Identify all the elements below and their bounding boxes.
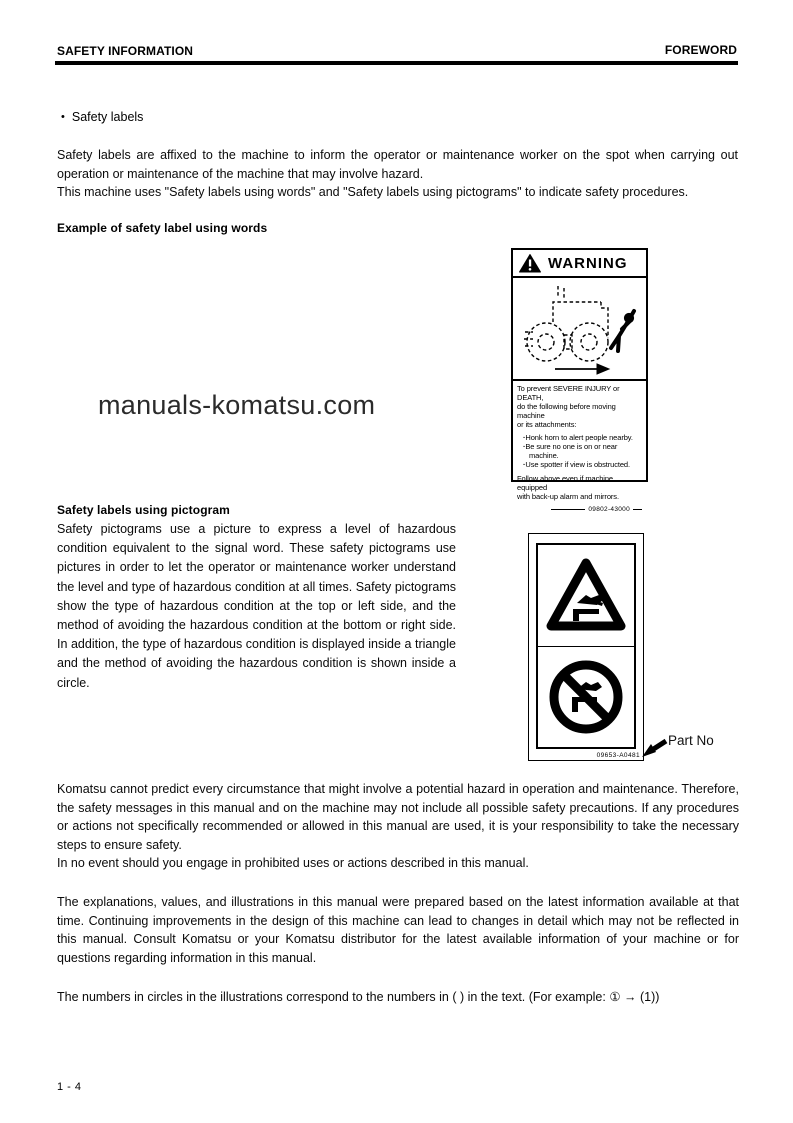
bullet-icon: • xyxy=(61,111,65,123)
hazard-triangle-icon xyxy=(545,557,627,633)
hazard-triangle-cell xyxy=(538,545,634,647)
warning-intro-line: or its attachments: xyxy=(517,420,577,429)
disclaimer-text: In no event should you engage in prohibited uses or actions described in this manual. xyxy=(57,856,529,870)
warning-signal-word: WARNING xyxy=(548,254,628,272)
part-number-rule xyxy=(633,509,642,511)
warning-precaution: · Be sure no one is on or near machine. xyxy=(523,442,642,460)
watermark-text: manuals-komatsu.com xyxy=(98,390,376,420)
prohibition-circle-icon xyxy=(545,656,627,738)
disclaimer-text: Komatsu cannot predict every circumstance that might involve a potential hazard in operation and maintenance. Therefore, the safety messages in this manual and on the machine may not include all possible safety precautions. If any procedures or actions not specifically recommended or allowed in this manual are used, it is your responsibility to take the necessary steps to ensure safety. xyxy=(57,782,739,852)
warning-part-number: 09802-43000 xyxy=(588,506,630,513)
header-chapter-title: FOREWORD xyxy=(664,43,737,57)
pictogram-paragraph: Safety pictograms use a picture to express a level of hazardous condition equivalent to the signal word. These safety pictograms use pictures in order to let the operator or maintenance worker understand the level and type of hazardous condition at all times. Safety pictograms show the type of hazardous condition at the top or left side, and the method of avoiding the hazardous condition at the bottom or right side. In addition, the type of hazardous condition is displayed inside a triangle and the method of avoiding the hazardous condition is shown inside a circle. xyxy=(57,522,456,690)
warning-part-number-row xyxy=(517,505,642,514)
example-heading: Example of safety label using words xyxy=(57,221,268,235)
warning-label-header xyxy=(513,250,646,278)
disclaimer-paragraph-2: The explanations, values, and illustrations in this manual were prepared based on the latest information available at that time. Continuing improvements in the design of this machine can lead to changes in detail which may not be reflected in this manual. Consult Komatsu or your Komatsu distributor for the latest available information of your machine or for questions regarding information in this manual. xyxy=(57,895,739,965)
warning-triangle-icon xyxy=(519,254,541,273)
warning-outro-line: Follow above even if machine equipped xyxy=(517,474,614,492)
intro-sentence-2: This machine uses "Safety labels using words" and "Safety labels using pictograms" to indicate safety procedures. xyxy=(57,185,689,200)
pictogram-label-inner xyxy=(536,543,636,749)
disclaimer-paragraph-1 xyxy=(57,780,739,873)
prohibition-circle-cell xyxy=(538,647,634,748)
machine-runover-pictogram xyxy=(513,278,646,379)
intro-paragraph xyxy=(57,146,738,202)
pictogram-part-number: 09653-A0481 xyxy=(596,752,640,759)
circled-numbers-note: The numbers in circles in the illustrations correspond to the numbers in ( ) in the text. (For example: ① → (1)) xyxy=(57,990,660,1004)
header-section-title: SAFETY INFORMATION xyxy=(57,44,194,58)
warning-precaution: · Honk horn to alert people nearby. xyxy=(523,433,642,442)
warning-precaution-list xyxy=(523,433,642,469)
warning-label-illustration xyxy=(513,278,646,379)
header-rule xyxy=(55,61,738,65)
warning-outro-line: with back-up alarm and mirrors. xyxy=(517,492,619,501)
part-number-rule xyxy=(551,509,585,511)
safety-labels-bullet-label: Safety labels xyxy=(71,110,144,124)
warning-precaution: · Use spotter if view is obstructed. xyxy=(523,460,642,469)
part-no-caption: Part No xyxy=(668,733,714,748)
warning-intro-line: To prevent SEVERE INJURY or DEATH, xyxy=(517,384,620,402)
part-no-arrow-icon xyxy=(642,736,668,758)
warning-label-text xyxy=(513,379,646,516)
safety-labels-bullet-item xyxy=(61,110,143,125)
pictogram-heading: Safety labels using pictogram xyxy=(57,503,230,517)
warning-intro-line: do the following before moving machine xyxy=(517,402,616,420)
page-number: 1 - 4 xyxy=(57,1081,82,1093)
warning-label-figure xyxy=(511,248,648,513)
intro-sentence-1: Safety labels are affixed to the machine to inform the operator or maintenance worker on the spot when carrying out operation or maintenance of the machine that may involve hazard. xyxy=(57,148,738,181)
pictogram-label-figure xyxy=(528,533,644,761)
